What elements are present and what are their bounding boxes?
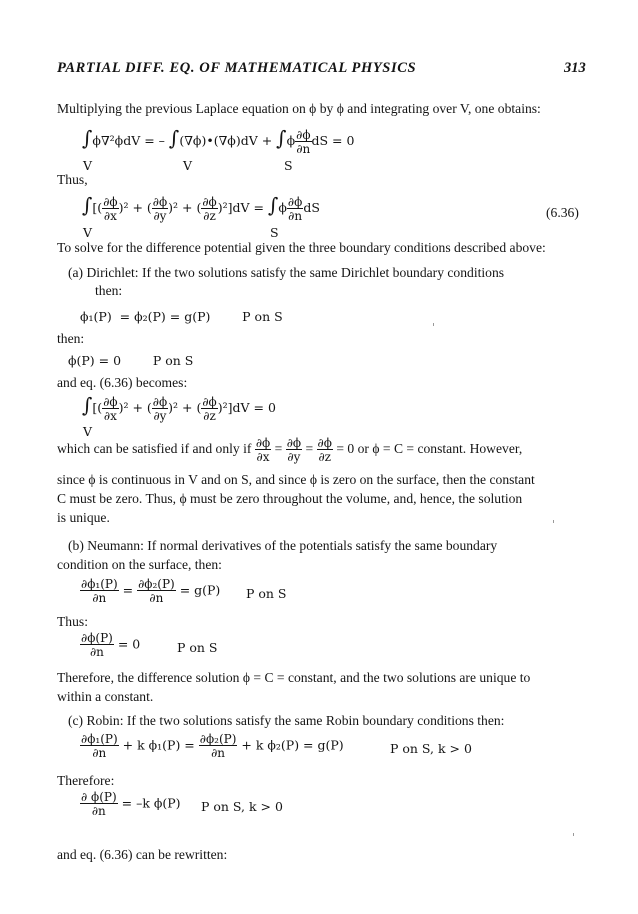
equation-number: (6.36): [546, 205, 579, 220]
denominator: ∂z: [318, 450, 331, 464]
denominator: ∂n: [89, 645, 104, 659]
paragraph-last: and eq. (6.36) can be rewritten:: [57, 847, 228, 862]
paragraph-therefore-2: within a constant.: [57, 689, 154, 704]
integral-limit: V: [83, 225, 93, 240]
scan-speck: [433, 323, 434, 326]
eq1-rhs-post: dS = 0: [311, 133, 355, 148]
numerator: ∂ϕ: [255, 436, 271, 450]
running-header: PARTIAL DIFF. EQ. OF MATHEMATICAL PHYSICS: [57, 60, 417, 76]
numerator: ∂ϕ₂(P): [138, 577, 175, 591]
integral-sign: ∫: [267, 193, 279, 217]
integral-limit: V: [83, 158, 93, 173]
numerator: ∂ϕ: [202, 194, 217, 209]
integral-sign: ∫: [276, 126, 287, 150]
text-thus-2: Thus:: [57, 614, 88, 629]
eq1-lhs: ϕ∇²ϕdV = –: [92, 133, 165, 148]
eq-part: ϕ: [278, 200, 287, 215]
equation-green-identity: [82, 126, 354, 155]
integral-limit: S: [270, 225, 279, 240]
denominator: ∂y: [153, 408, 167, 423]
eq1-rhs-pre: ϕ: [286, 133, 296, 148]
paragraph-since-2: C must be zero. Thus, ϕ must be zero throughout the volume, and, hence, the solution: [57, 491, 523, 506]
integral-sign: ∫: [82, 193, 93, 217]
text-therefore: Therefore:: [57, 773, 115, 788]
denominator: ∂n: [92, 591, 107, 605]
eq-part: = –k ϕ(P): [121, 795, 181, 811]
integral-limit: S: [284, 158, 293, 173]
equation-robin-bc: [80, 733, 344, 759]
fraction: [201, 196, 217, 222]
eq-part: = g(P): [179, 582, 221, 598]
denominator: ∂n: [149, 591, 164, 605]
denominator: ∂n: [296, 141, 311, 156]
numerator: ∂ ϕ(P): [81, 790, 117, 804]
fraction: [201, 396, 217, 422]
equation-where: P on S: [177, 640, 218, 655]
eq-part: )² + (: [118, 200, 152, 215]
fraction: [295, 129, 311, 155]
eq-part: + k ϕ₁(P) =: [122, 737, 195, 753]
fraction: [80, 791, 118, 817]
eq-part: )² + (: [118, 400, 152, 415]
denominator: ∂z: [203, 208, 216, 223]
eq-part: = 0: [117, 636, 141, 652]
numerator: ∂ϕ: [296, 127, 311, 142]
item-robin: (c) Robin: If the two solutions satisfy the same Robin boundary conditions then:: [68, 713, 505, 728]
fraction: [102, 396, 118, 422]
eq-part: [(: [92, 400, 103, 415]
denominator: ∂y: [153, 208, 167, 223]
fraction: [137, 578, 176, 604]
numerator: ∂ϕ: [103, 394, 118, 409]
numerator: ∂ϕ: [317, 436, 332, 450]
eq-part: [(: [92, 200, 103, 215]
integral-sign: ∫: [82, 126, 93, 150]
equation-where: P on S, k > 0: [201, 799, 283, 814]
scan-speck: [573, 833, 574, 836]
numerator: ∂ϕ: [152, 194, 168, 209]
fraction: [317, 437, 333, 463]
fraction: [199, 733, 238, 759]
denominator: ∂y: [287, 450, 301, 464]
fraction: [80, 632, 114, 658]
equation-phi-zero: ϕ(P) = 0 P on S: [68, 353, 194, 368]
paragraph-solve: To solve for the difference potential given the three boundary conditions described above:: [57, 240, 546, 255]
denominator: ∂z: [203, 408, 216, 423]
text-thus: Thus,: [57, 172, 88, 187]
item-neumann-cont: condition on the surface, then:: [57, 557, 222, 572]
integral-sign: ∫: [82, 393, 93, 417]
which-post: = 0 or ϕ = C = constant. However,: [336, 441, 523, 457]
equation-dirichlet-bc: ϕ₁(P) = ϕ₂(P) = g(P) P on S: [80, 309, 283, 324]
fraction: [255, 437, 271, 463]
numerator: ∂ϕ: [286, 436, 302, 450]
equation-neumann-zero: [80, 632, 140, 658]
numerator: ∂ϕ₂(P): [199, 732, 237, 746]
equation-energy-zero: [82, 393, 276, 422]
numerator: ∂ϕ: [103, 194, 118, 209]
item-neumann: (b) Neumann: If normal derivatives of the potentials satisfy the same boundary: [68, 538, 498, 553]
item-dirichlet-cont: then:: [95, 283, 123, 298]
paragraph-therefore-1: Therefore, the difference solution ϕ = C = constant, and the two solutions are unique to: [57, 670, 531, 685]
text-then: then:: [57, 331, 85, 346]
equation-robin-diff: [80, 791, 181, 817]
paragraph-since-1: since ϕ is continuous in V and on S, and since ϕ is zero on the surface, then the constant: [57, 472, 535, 487]
fraction: [152, 196, 168, 222]
denominator: ∂n: [288, 208, 303, 223]
denominator: ∂x: [103, 208, 117, 223]
numerator: ∂ϕ: [202, 394, 217, 409]
equation-6-36: [82, 193, 320, 222]
denominator: ∂x: [256, 450, 270, 464]
integral-limit: V: [83, 424, 93, 439]
equation-where: P on S, k > 0: [390, 741, 472, 756]
numerator: ∂ϕ: [287, 194, 303, 209]
eq-part: )²]dV = 0: [217, 400, 276, 415]
eq1-mid: (∇ϕ)•(∇ϕ)dV +: [179, 133, 273, 148]
text-and-636: and eq. (6.36) becomes:: [57, 375, 188, 390]
scan-speck: [553, 520, 554, 523]
fraction: [80, 578, 119, 604]
eq-part: dS: [303, 200, 320, 215]
eq-part: + k ϕ₂(P) = g(P): [241, 737, 344, 753]
eq-part: )² + (: [168, 200, 202, 215]
numerator: ∂ϕ(P): [81, 631, 113, 645]
paragraph-since-3: is unique.: [57, 510, 110, 525]
page-number: 313: [564, 60, 586, 76]
eq-part: )² + (: [168, 400, 202, 415]
denominator: ∂n: [91, 804, 106, 818]
eq-part: )²]dV =: [217, 200, 264, 215]
denominator: ∂n: [211, 746, 226, 760]
paragraph-which: which can be satisfied if and only if $\frac{\partial\phi}{\partial x}$ = $\frac{\partial\phi}{\partial y}$ = $\frac{\partial\phi}{\partial z}$ = 0 or ϕ = C = constant. However,: [57, 436, 523, 464]
fraction: [287, 196, 303, 222]
item-dirichlet: (a) Dirichlet: If the two solutions satisfy the same Dirichlet boundary conditions: [68, 265, 505, 280]
numerator: ∂ϕ₁(P): [81, 577, 118, 591]
fraction: [80, 733, 119, 759]
numerator: ∂ϕ₁(P): [81, 732, 118, 746]
which-pre: which can be satisfied if and only if: [57, 441, 252, 457]
fraction: [102, 196, 118, 222]
integral-limit: V: [183, 158, 193, 173]
equation-where: P on S: [246, 586, 287, 601]
integral-sign: ∫: [168, 126, 180, 150]
fraction: [286, 437, 302, 463]
equation-neumann-bc: $\frac{\text{∂ϕ₁(P)}}{\partial n}$ = $\frac{\text{∂ϕ₂(P)}}{\partial n}$ = g(P): [81, 577, 221, 605]
denominator: ∂n: [92, 746, 107, 760]
fraction: [152, 396, 168, 422]
denominator: ∂x: [103, 408, 117, 423]
paragraph-intro: Multiplying the previous Laplace equation on ϕ by ϕ and integrating over V, one obtains:: [57, 101, 541, 116]
numerator: ∂ϕ: [152, 394, 168, 409]
